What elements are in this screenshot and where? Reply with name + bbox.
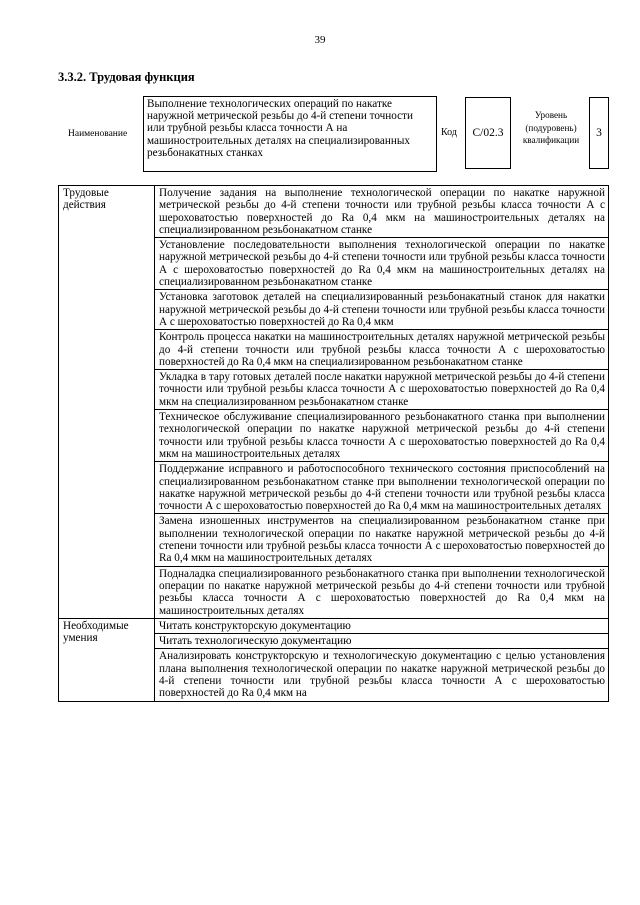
section-heading: 3.3.2. Трудовая функция: [58, 70, 195, 84]
labor-function-table: [58, 185, 609, 702]
item-cell: Установление последовательности выполнения технологической операции по накатке наружной метрической резьбы до 4-й степени точности или трубной резьбы класса точности А с шероховатостью поверхностей до Ra 0,4 мкм на машиностроительных деталях на специализированном резьбонакатном станке: [155, 238, 609, 290]
item-cell: Контроль процесса накатки на машиностроительных деталях наружной метрической резьбы до 4-й степени точности или трубной резьбы класса точности А с шероховатостью поверхностей до Ra 0,4 мкм на специализированном резьбонакатном станке: [155, 330, 609, 370]
table-row: [59, 186, 609, 238]
name-label: Наименование: [68, 129, 128, 139]
item-cell: Установка заготовок деталей на специализированный резьбонакатный станок для накатки наружной метрической резьбы до 4-й степени точности или трубной резьбы класса точности А с шероховатостью поверхностей до Ra 0,4 мкм: [155, 290, 609, 330]
item-cell: Укладка в тару готовых деталей после накатки наружной метрической резьбы до 4-й степени точности или трубной резьбы класса точности А с шероховатостью поверхностей до Ra 0,4 мкм на специализированном резьбонакатном станке: [155, 370, 609, 410]
table-row: [59, 618, 609, 633]
item-cell: Читать технологическую документацию: [155, 634, 609, 649]
item-cell: Анализировать конструкторскую и технологическую документацию с целью установления плана выполнения технологической операции по накатке наружной метрической резьбы до 4-й степени точности или трубной резьбы класса точности А с шероховатостью поверхностей до Ra 0,4 мкм на: [155, 649, 609, 701]
function-name-box: Выполнение технологических операций по накатке наружной метрической резьбы до 4-й степени точности или трубной резьбы класса точности А на машиностроительных деталях на специализированных резьбонакатных станках: [143, 96, 437, 172]
page-number: 39: [314, 34, 326, 46]
qualification-level-label: Уровень (подуровень) квалификации: [522, 110, 580, 145]
code-value-box: C/02.3: [465, 97, 511, 169]
item-cell: Получение задания на выполнение технологической операции по накатке наружной метрической резьбы до 4-й степени точности или трубной резьбы класса точности А с шероховатостью поверхностей до Ra 0,4 мкм на машиностроительных деталях на специализированном резьбонакатном станке: [155, 186, 609, 238]
qualification-level-box: 3: [589, 97, 609, 169]
item-cell: Поддержание исправного и работоспособного технического состояния приспособлений на специализированном резьбонакатном станке при выполнении технологической операции по накатке наружной метрической резьбы до 4-й степени точности или трубной резьбы класса точности А с шероховатостью поверхностей до Ra 0,4 мкм на машиностроительных деталях: [155, 462, 609, 514]
item-cell: Замена изношенных инструментов на специализированном резьбонакатном станке при выполнении технологической операции по накатке наружной метрической резьбы до 4-й степени точности или трубной резьбы класса точности А с шероховатостью поверхностей до Ra 0,4 мкм на машиностроительных деталях: [155, 514, 609, 566]
item-cell: Подналадка специализированного резьбонакатного станка при выполнении технологической операции по накатке наружной метрической резьбы до 4-й степени точности или трубной резьбы класса точности А с шероховатостью поверхностей до Ra 0,4 мкм на машиностроительных деталях: [155, 566, 609, 618]
category-cell: Трудовые действия: [59, 186, 155, 619]
category-cell: Необходимые умения: [59, 618, 155, 701]
item-cell: Техническое обслуживание специализированного резьбонакатного станка при выполнении технологической операции по накатке наружной метрической резьбы до 4-й степени точности или трубной резьбы класса точности А с шероховатостью поверхностей до Ra 0,4 мкм на машиностроительных деталях: [155, 410, 609, 462]
code-label: Код: [441, 127, 457, 138]
item-cell: Читать конструкторскую документацию: [155, 618, 609, 633]
